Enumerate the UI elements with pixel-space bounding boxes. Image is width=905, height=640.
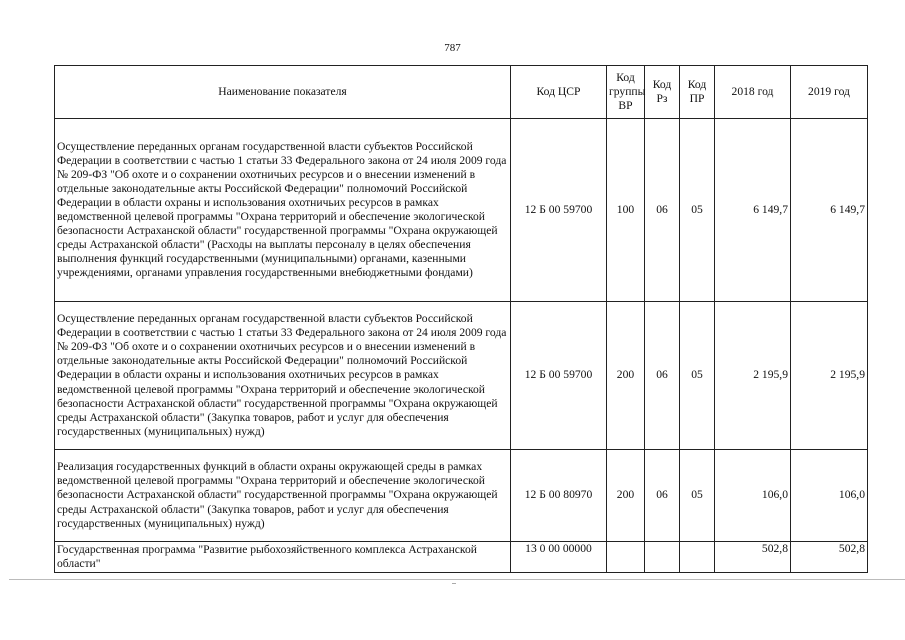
rz-code <box>645 542 680 573</box>
amount-2018: 502,8 <box>715 542 791 573</box>
csr-code: 12 Б 00 59700 <box>511 119 607 302</box>
amount-2019: 502,8 <box>791 542 868 573</box>
amount-2019: 106,0 <box>791 450 868 542</box>
amount-2018: 106,0 <box>715 450 791 542</box>
vr-code: 200 <box>607 302 645 450</box>
indicator-name: Осуществление переданных органам государственной власти субъектов Российской Федерации в соответствии с частью 1 статьи 33 Федерального закона от 24 июля 2009 года № 209-ФЗ "Об охоте и о сохранении охотничьих ресурсов и о внесении изменений в отдельные законодательные акты Российской Федерации" полномочий Российской Федерации в области охраны и использования охотничьих ресурсов в рамках ведомственной целевой программы "Охрана территорий и обеспечение экологической безопасности Астраханской области" государственной программы "Охрана окружающей среды Астраханской области" (Расходы на выплаты персоналу в целях обеспечения выполнения функций государственными (муниципальными) органами, казенными учреждениями, органами управления государственными внебюджетными фондами) <box>55 119 511 302</box>
pr-code <box>680 542 715 573</box>
amount-2019: 2 195,9 <box>791 302 868 450</box>
csr-code: 12 Б 00 80970 <box>511 450 607 542</box>
pr-code: 05 <box>680 302 715 450</box>
scan-mark <box>452 583 456 588</box>
vr-code <box>607 542 645 573</box>
amount-2019: 6 149,7 <box>791 119 868 302</box>
pr-code: 05 <box>680 450 715 542</box>
page-number: 787 <box>444 42 461 54</box>
header-2019: 2019 год <box>791 66 868 119</box>
header-2018: 2018 год <box>715 66 791 119</box>
header-pr: Код ПР <box>680 66 715 119</box>
header-csr: Код ЦСР <box>511 66 607 119</box>
rz-code: 06 <box>645 119 680 302</box>
table-row <box>55 450 868 542</box>
amount-2018: 2 195,9 <box>715 302 791 450</box>
table-row <box>55 302 868 450</box>
header-rz: Код Рз <box>645 66 680 119</box>
vr-code: 100 <box>607 119 645 302</box>
indicator-name: Реализация государственных функций в области охраны окружающей среды в рамках ведомственной целевой программы "Охрана территорий и обеспечение экологической безопасности Астраханской области" государственной программы "Охрана окружающей среды Астраханской области" (Закупка товаров, работ и услуг для обеспечения государственных (муниципальных) нужд) <box>55 450 511 542</box>
indicator-name: Осуществление переданных органам государственной власти субъектов Российской Федерации в соответствии с частью 1 статьи 33 Федерального закона от 24 июля 2009 года № 209-ФЗ "Об охоте и о сохранении охотничьих ресурсов и о внесении изменений в отдельные законодательные акты Российской Федерации" полномочий Российской Федерации в области охраны и использования охотничьих ресурсов в рамках ведомственной целевой программы "Охрана территорий и обеспечение экологической безопасности Астраханской области" государственной программы "Охрана окружающей среды Астраханской области" (Закупка товаров, работ и услуг для обеспечения государственных (муниципальных) нужд) <box>55 302 511 450</box>
page-bottom-divider <box>9 579 905 580</box>
pr-code: 05 <box>680 119 715 302</box>
budget-table <box>54 65 868 573</box>
csr-code: 13 0 00 00000 <box>511 542 607 573</box>
vr-code: 200 <box>607 450 645 542</box>
header-name: Наименование показателя <box>55 66 511 119</box>
amount-2018: 6 149,7 <box>715 119 791 302</box>
rz-code: 06 <box>645 302 680 450</box>
table-row <box>55 542 868 573</box>
table-header-row <box>55 66 868 119</box>
csr-code: 12 Б 00 59700 <box>511 302 607 450</box>
indicator-name: Государственная программа "Развитие рыбохозяйственного комплекса Астраханской области" <box>55 542 511 573</box>
table-row <box>55 119 868 302</box>
rz-code: 06 <box>645 450 680 542</box>
header-vr: Код группы ВР <box>607 66 645 119</box>
